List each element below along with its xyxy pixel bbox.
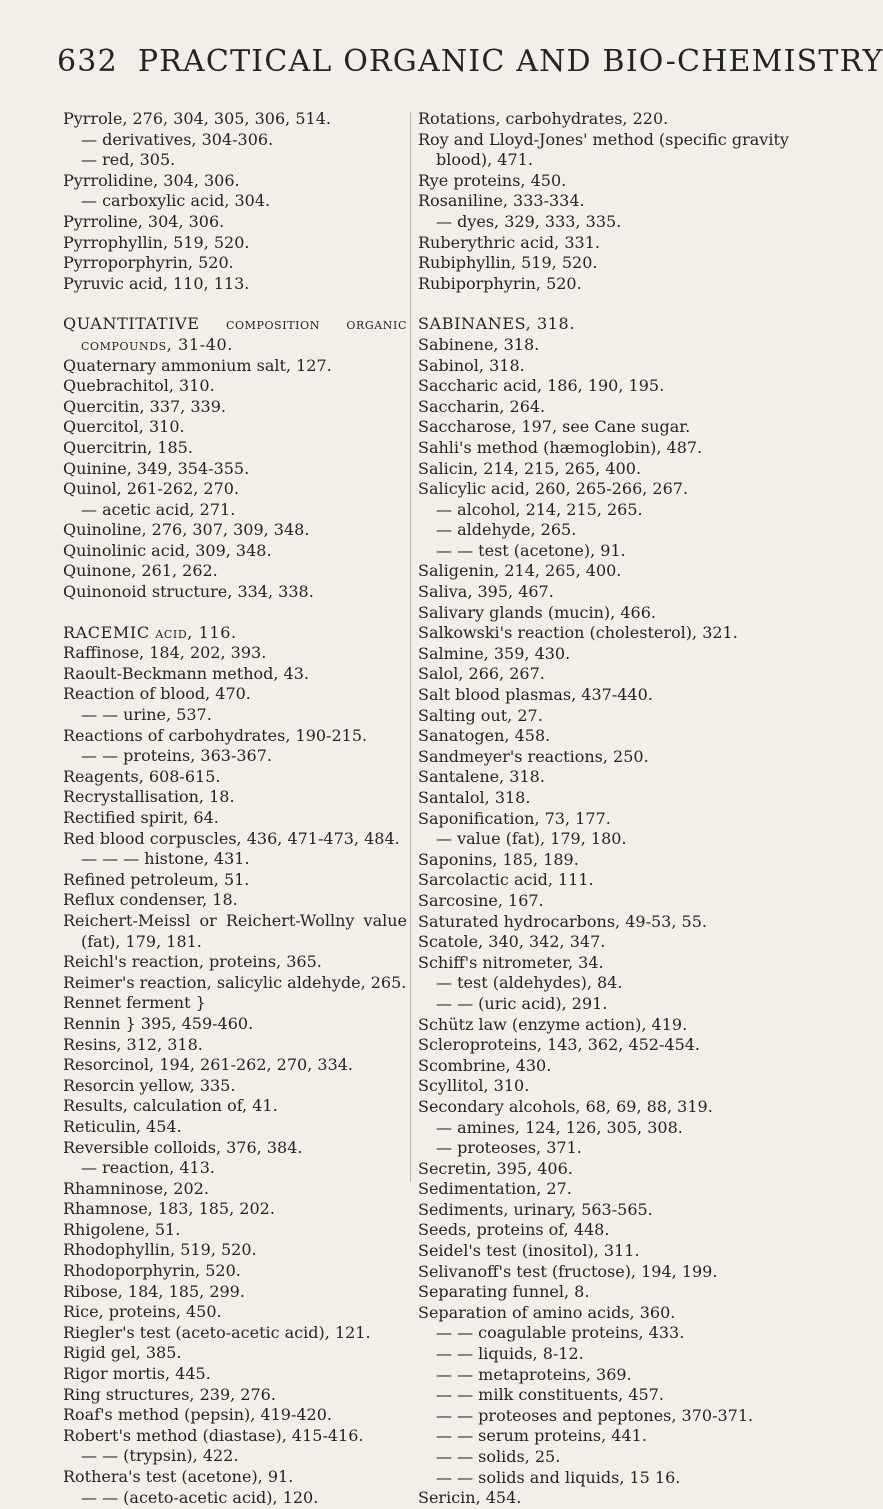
index-entry: Saliva, 395, 467. xyxy=(418,582,554,602)
index-entry: Saponins, 185, 189. xyxy=(418,849,579,869)
index-entry: Santalol, 318. xyxy=(418,788,531,807)
index-entry: — derivatives, 304-306. xyxy=(81,129,274,149)
index-entry: Results, calculation of, 41. xyxy=(63,1096,278,1116)
index-entry: Raoult-Beckmann method, 43. xyxy=(63,663,309,683)
index-entry: — red, 305. xyxy=(81,150,176,170)
index-entry: Raffinose, 184, 202, 393. xyxy=(63,643,267,663)
index-entry: Saccharose, 197, see Cane sugar. xyxy=(418,417,691,437)
index-entry: Scatole, 340, 342, 347. xyxy=(418,932,606,952)
index-entry: Rice, proteins, 450. xyxy=(63,1302,222,1322)
index-entry: Resorcinol, 194, 261-262, 270, 334. xyxy=(63,1055,354,1075)
index-entry: Reichl's reaction, proteins, 365. xyxy=(63,952,322,972)
index-entry: Rhigolene, 51. xyxy=(63,1219,181,1239)
index-entry: — — liquids, 8-12. xyxy=(436,1344,584,1364)
index-entry: Reactions of carbohydrates, 190-215. xyxy=(63,725,368,745)
index-entry: Saligenin, 214, 265, 400. xyxy=(418,561,622,581)
book-title: PRACTICAL ORGANIC AND BIO-CHEMISTRY xyxy=(137,44,883,79)
index-entry: Pyrrole, 276, 304, 305, 306, 514. xyxy=(63,109,331,128)
index-entry: Rhodophyllin, 519, 520. xyxy=(63,1240,257,1260)
index-entry: Rye proteins, 450. xyxy=(418,170,567,190)
index-entry: — — proteins, 363-367. xyxy=(81,746,272,766)
index-entry: Rectified spirit, 64. xyxy=(63,808,219,827)
index-entry: Rotations, carbohydrates, 220. xyxy=(418,109,669,128)
index-entry: — aldehyde, 265. xyxy=(436,520,577,540)
section-gap xyxy=(63,603,407,623)
index-entry: Reagents, 608-615. xyxy=(63,766,221,786)
index-entry: Rothera's test (acetone), 91. xyxy=(63,1467,294,1486)
index-entry: Rhamnose, 183, 185, 202. xyxy=(63,1199,275,1219)
index-entry: Secondary alcohols, 68, 69, 88, 319. xyxy=(418,1096,713,1116)
index-entry: Reversible colloids, 376, 384. xyxy=(63,1137,303,1157)
index-entry: Quinol, 261-262, 270. xyxy=(63,479,240,499)
index-entry: Scleroproteins, 143, 362, 452-454. xyxy=(418,1035,701,1055)
index-entry: — test (aldehydes), 84. xyxy=(436,973,623,993)
index-entry: Sericin, 454. xyxy=(418,1488,522,1508)
index-entry: Rubiphyllin, 519, 520. xyxy=(418,253,598,273)
index-entry: Separating funnel, 8. xyxy=(418,1282,590,1302)
index-entry: Saccharin, 264. xyxy=(418,396,546,416)
index-entry: Refined petroleum, 51. xyxy=(63,869,250,889)
index-entry: Seeds, proteins of, 448. xyxy=(418,1220,610,1240)
index-entry: Recrystallisation, 18. xyxy=(63,787,235,807)
index-entry: Quinolinic acid, 309, 348. xyxy=(63,540,272,560)
index-entry: Scyllitol, 310. xyxy=(418,1076,530,1096)
index-entry: Rhamninose, 202. xyxy=(63,1178,209,1198)
index-entry: — — (trypsin), 422. xyxy=(81,1446,239,1466)
index-entry: — amines, 124, 126, 305, 308. xyxy=(436,1117,683,1137)
index-entry: Roy and Lloyd-Jones' method (specific gravity blood), 471. xyxy=(418,129,789,170)
index-entry: Pyrrolidine, 304, 306. xyxy=(63,170,240,190)
index-entry: Quinoline, 276, 307, 309, 348. xyxy=(63,520,310,540)
index-entry: Quinonoid structure, 334, 338. xyxy=(63,582,314,602)
index-entry: Rennin } 395, 459-460. xyxy=(63,1013,254,1033)
index-entry: Pyruvic acid, 110, 113. xyxy=(63,273,250,293)
index-entry: Riegler's test (aceto-acetic acid), 121. xyxy=(63,1322,371,1342)
index-entry: Rhodoporphyrin, 520. xyxy=(63,1261,241,1281)
index-entry: Red blood corpuscles, 436, 471-473, 484. xyxy=(63,828,400,848)
index-entry: — — (aceto-acetic acid), 120. xyxy=(81,1487,319,1507)
index-entry: Ribose, 184, 185, 299. xyxy=(63,1281,245,1301)
index-entry: — — solids, 25. xyxy=(436,1447,561,1466)
index-entry: Sahli's method (hæmoglobin), 487. xyxy=(418,437,703,457)
index-entry: — — — histone, 431. xyxy=(81,849,250,869)
index-entry: Quercitin, 337, 339. xyxy=(63,396,226,416)
index-entry: Rigor mortis, 445. xyxy=(63,1364,211,1384)
index-entry: Pyrroporphyrin, 520. xyxy=(63,253,234,273)
index-entry: — — milk constituents, 457. xyxy=(436,1385,664,1405)
index-entry: — proteoses, 371. xyxy=(436,1138,582,1158)
index-entry: Sabinol, 318. xyxy=(418,355,525,375)
index-entry: Rennet ferment } xyxy=(63,993,206,1013)
index-entry: Sediments, urinary, 563-565. xyxy=(418,1199,653,1219)
index-entry: Schiff's nitrometer, 34. xyxy=(418,952,604,972)
page-header xyxy=(57,44,883,80)
index-entry: — acetic acid, 271. xyxy=(81,499,236,519)
index-entry: Ring structures, 239, 276. xyxy=(63,1384,276,1404)
index-entry: Saturated hydrocarbons, 49-53, 55. xyxy=(418,911,707,931)
index-entry: Pyrroline, 304, 306. xyxy=(63,211,225,231)
index-entry: Rigid gel, 385. xyxy=(63,1343,182,1363)
index-entry: Secretin, 395, 406. xyxy=(418,1158,573,1178)
index-entry: Sabinene, 318. xyxy=(418,334,540,354)
index-entry: Sedimentation, 27. xyxy=(418,1179,572,1199)
index-entry: Salt blood plasmas, 437-440. xyxy=(418,685,653,705)
index-entry: Sarcolactic acid, 111. xyxy=(418,870,594,890)
index-entry: — — (uric acid), 291. xyxy=(436,993,608,1013)
index-entry: Quercitrin, 185. xyxy=(63,437,193,457)
index-entry: Reticulin, 454. xyxy=(63,1116,182,1136)
index-entry: Saponification, 73, 177. xyxy=(418,808,611,828)
index-entry: Separation of amino acids, 360. xyxy=(418,1302,676,1322)
page-number: 632 xyxy=(57,44,118,79)
index-entry: Ruberythric acid, 331. xyxy=(418,232,600,252)
index-entry: — dyes, 329, 333, 335. xyxy=(436,211,622,231)
index-entry: Schütz law (enzyme action), 419. xyxy=(418,1014,688,1034)
index-entry: Resins, 312, 318. xyxy=(63,1034,203,1054)
index-entry: Salmine, 359, 430. xyxy=(418,643,571,663)
index-entry: — carboxylic acid, 304. xyxy=(81,191,271,211)
index-entry: Salicin, 214, 215, 265, 400. xyxy=(418,458,642,478)
index-entry: Reimer's reaction, salicylic aldehyde, 265. xyxy=(63,972,407,992)
index-entry: — reaction, 413. xyxy=(81,1158,215,1178)
index-entry: Rosaniline, 333-334. xyxy=(418,191,585,211)
index-entry: Quercitol, 310. xyxy=(63,417,185,437)
index-column-right xyxy=(418,109,790,1509)
index-entry: SABINANES, 318. xyxy=(418,314,576,334)
section-gap xyxy=(63,294,407,314)
index-entry: Pyrrophyllin, 519, 520. xyxy=(63,232,250,252)
index-entry: Reichert-Meissl or Reichert-Wollny value (fat), 179, 181. xyxy=(63,910,407,951)
index-entry: Sanatogen, 458. xyxy=(418,726,551,746)
index-entry: Robert's method (diastase), 415-416. xyxy=(63,1425,364,1445)
index-entry: Salol, 266, 267. xyxy=(418,664,545,684)
index-entry: — — urine, 537. xyxy=(81,705,212,725)
index-column-left xyxy=(63,109,407,1508)
index-entry: Reaction of blood, 470. xyxy=(63,684,251,704)
index-entry: — — metaproteins, 369. xyxy=(436,1364,632,1384)
index-entry: QUANTITATIVE composition organic compounds, 31-40. xyxy=(63,314,407,354)
index-entry: Quaternary ammonium salt, 127. xyxy=(63,355,332,375)
index-entry: Saccharic acid, 186, 190, 195. xyxy=(418,376,665,396)
index-entry: — alcohol, 214, 215, 265. xyxy=(436,499,643,519)
index-entry: Sandmeyer's reactions, 250. xyxy=(418,746,649,766)
index-entry: Santalene, 318. xyxy=(418,767,545,787)
section-gap xyxy=(418,294,790,314)
index-entry: Sarcosine, 167. xyxy=(418,890,544,910)
index-entry: — — serum proteins, 441. xyxy=(436,1426,647,1446)
index-entry: Selivanoff's test (fructose), 194, 199. xyxy=(418,1261,718,1281)
index-entry: Salting out, 27. xyxy=(418,705,543,725)
index-entry: — — coagulable proteins, 433. xyxy=(436,1323,685,1343)
index-entry: RACEMIC acid, 116. xyxy=(63,622,237,642)
index-entry: Salivary glands (mucin), 466. xyxy=(418,602,656,622)
index-entry: Quebrachitol, 310. xyxy=(63,376,215,396)
index-entry: Salicylic acid, 260, 265-266, 267. xyxy=(418,479,689,499)
index-entry: Quinone, 261, 262. xyxy=(63,561,218,581)
index-entry: Salkowski's reaction (cholesterol), 321. xyxy=(418,623,738,643)
index-entry: — value (fat), 179, 180. xyxy=(436,829,627,849)
index-entry: Scombrine, 430. xyxy=(418,1055,552,1075)
index-entry: Seidel's test (inositol), 311. xyxy=(418,1241,640,1261)
index-entry: Rubiporphyrin, 520. xyxy=(418,273,582,293)
index-entry: Quinine, 349, 354-355. xyxy=(63,458,250,478)
index-entry: — — test (acetone), 91. xyxy=(436,540,626,560)
index-entry: — — solids and liquids, 15 16. xyxy=(436,1467,681,1487)
index-entry: Reflux condenser, 18. xyxy=(63,890,238,910)
index-entry: Roaf's method (pepsin), 419-420. xyxy=(63,1405,332,1425)
index-entry: Resorcin yellow, 335. xyxy=(63,1075,236,1095)
index-entry: — — proteoses and peptones, 370-371. xyxy=(436,1405,754,1425)
column-divider xyxy=(410,112,411,1182)
